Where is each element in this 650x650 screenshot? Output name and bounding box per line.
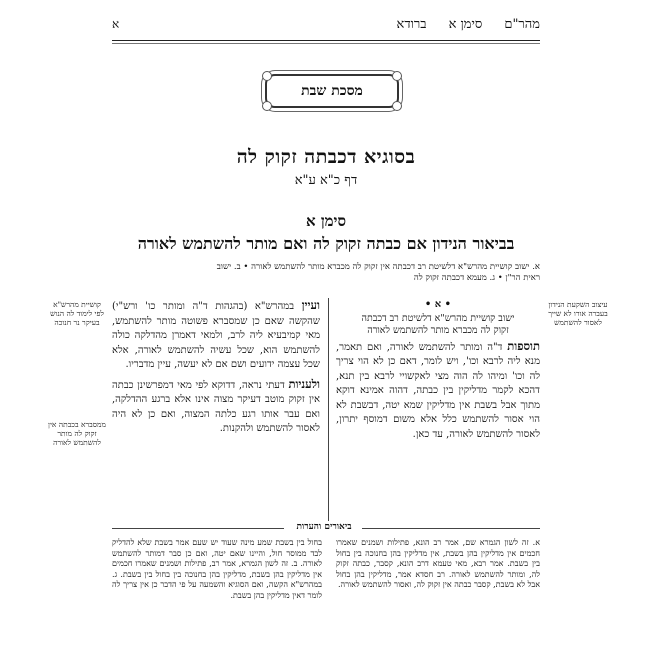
sugya-daf-reference: דף כ"א ע"א bbox=[294, 173, 358, 188]
column-divider bbox=[328, 298, 329, 528]
margin-note-left: ממסברא בכבתה אין זקוק לה מותר להשתמש לאורה bbox=[48, 420, 106, 447]
running-header-left bbox=[112, 17, 119, 32]
notes-rule-left bbox=[112, 528, 284, 529]
right-column-paragraph bbox=[336, 339, 540, 443]
book-name: מהר"ם bbox=[504, 17, 540, 32]
paragraph-lead-word: תוספות bbox=[507, 338, 540, 353]
frame-ornament bbox=[392, 71, 402, 81]
left-column bbox=[112, 298, 320, 437]
paragraph-lead-word: ועיין bbox=[301, 298, 320, 312]
running-sugya: ברודא bbox=[396, 17, 427, 32]
header-rule bbox=[112, 40, 540, 41]
subheading-line: ישוב קושיית מהרש"א דלשיטת רב דכבתה bbox=[361, 312, 515, 324]
summary-line: ראית הר"ן • ג. מעמא דכבתה זקוק לה bbox=[413, 273, 540, 283]
notes-rule-right bbox=[362, 528, 540, 529]
margin-note-left: קושיית מהרש"א לפי לימוד לה הנוש בעיקר נר חנוכה bbox=[50, 300, 104, 327]
page-letter: א bbox=[112, 16, 120, 31]
section-subheading bbox=[336, 313, 540, 337]
notes-left-column: בחול בין בשבת שמע מינה שעוד יש שעם אמר בשבת שלא להדליק לבד ממוסר חול, והיינו שאם יטה, ואם כן סבר דמותר להשתמש לאורה. ב. זה לשון הגמרא, אמר רב, פתילות ושמנים שאמרו חכמים אין מדליקין בהן בשבת, מדליקין בהן בחנוכה בין בחול בין בשבת. ג. במהרש"א הקשה, ואם הסוגיא והשמעה על פי הדבר כן אין צריך לה לומר דאין מדליקין בהן בשבת. bbox=[112, 538, 322, 600]
running-header-right bbox=[397, 16, 540, 32]
paragraph-text: דעתי נראה, דדוקא לפי מאי דמפרשינן כבתה אין זקוק מוטב דעיקר מצוה אינו אלא ברגע ההדלקה, ואם עבר אותו רגע כלתה המצוה, ואם כן לא היה לאסור להשתמש ולהקנות. bbox=[112, 379, 320, 434]
notes-right-column: א. זה לשון הגמרא שם, אמר רב הונא, פתילות ושמנים שאמרו חכמים אין מדליקין בהן בשבת, אין מדליקין בהן בחנוכה בין בחול בין בשבת. אמר רבא, מאי טעמא דרב הונא, קסבר, כבתה זקוק לה, ומותר להשתמש לאורה. רב חסדא אמר, מדליקין בהן בחול אבל לא בשבת, קסבר כבתה אין זקוק לה, ואסור להשתמש לאורה. bbox=[336, 538, 540, 589]
subheading-line: זקוק לה מכברא מותר להשתמש לאורה bbox=[367, 324, 509, 336]
left-column-paragraph bbox=[112, 377, 320, 437]
notes-heading: ביאורים והערות bbox=[288, 521, 360, 532]
paragraph-text: ד"ה ומותר להשתמש לאורה, ואם תאמר, מנא ליה לרבא וכו', ויש לומר, דאם כן לא הוי צריך לה וכו' ומיהו לה הוה מצי לאקשויי לרבא בין תנא, דהכא לקמר מדליקין בין כבתה, דהוה אמינא דוקא מתוך אבל בשבת אין מדליקין שמא יטה, דבשבת לא הוי אסור להשתמש כלל אלא משום דמוסף יתרון, לאסור להשתמש לאורה, עד כאן. bbox=[336, 341, 540, 440]
tractate-title-frame bbox=[265, 74, 399, 108]
siman-summary bbox=[112, 262, 540, 284]
margin-note-right: עיצוב השקעת הנידון בעברה אורו לא שייך לאסור להשתמש bbox=[548, 300, 608, 327]
frame-ornament bbox=[262, 101, 272, 111]
siman-label: סימן א bbox=[305, 212, 347, 230]
paragraph-text: במהרש"א (בהגהות ד"ה ומותר כו' ורש"י) שהקשה שאם כן שמסברא פשוטה מותר להשתמש, מאי קמיבעיא ליה לרב, ולמאי דאמרן מהדלקה כולה להשתמש הוא, שכל עשיה להשתמש לאורה, אלא שכל עצמה ידועים ושם אם לא יעשה, עיין מדבריו. bbox=[112, 301, 320, 370]
running-header bbox=[112, 14, 540, 34]
frame-ornament bbox=[392, 101, 402, 111]
paragraph-lead-word: ולעניות bbox=[288, 376, 320, 391]
frame-ornament bbox=[262, 71, 272, 81]
summary-line: א. ישוב קושיית מהרש"א דלשיטת רב דכבתה אין זקוק לה מכברא מותר להשתמש לאורה • ב. ישוב bbox=[216, 262, 540, 272]
header-rule-thin bbox=[112, 43, 540, 44]
sugya-title: בסוגיא דכבתה זקוק לה bbox=[236, 146, 416, 168]
section-number: • א • bbox=[424, 299, 452, 310]
left-column-paragraph bbox=[112, 298, 320, 373]
right-column bbox=[336, 298, 540, 442]
siman-title: בביאור הנידון אם כבתה זקוק לה ואם מותר להשתמש לאורה bbox=[137, 234, 515, 253]
running-siman: סימן א bbox=[448, 17, 483, 32]
tractate-title: מסכת שבת bbox=[301, 82, 363, 99]
